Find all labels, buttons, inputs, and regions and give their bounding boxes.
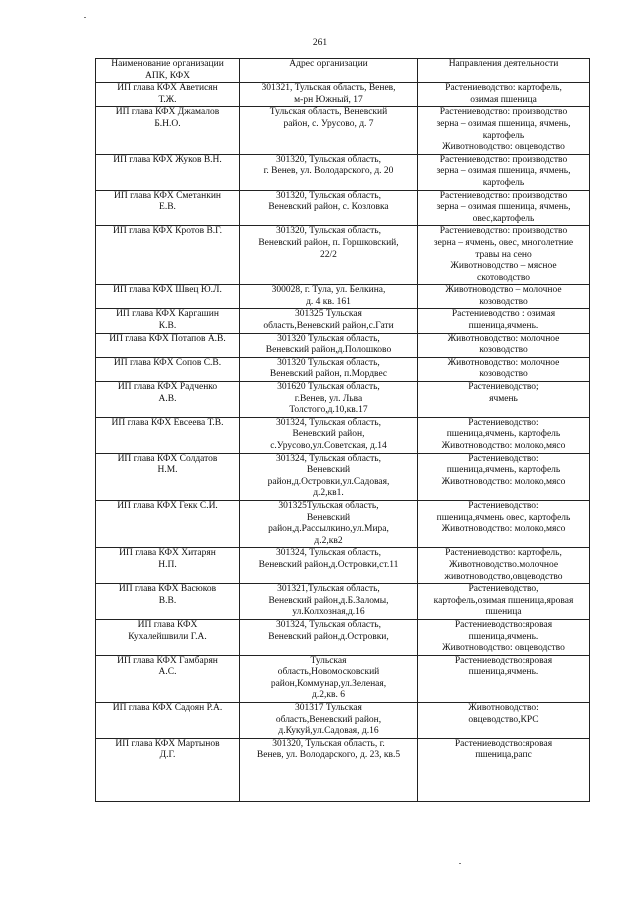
organization-address-cell: 301320, Тульская область, Веневский район, п. Горшковский, 22/2 [240,226,418,285]
activity-cell: Растениеводство: картофель, Животноводство.молочное животноводство,овцеводство [418,548,590,584]
activity-cell: Животноводство: молочное козоводство [418,333,590,357]
activity-cell: Растениеводство: производство зерна – ячмень, овес, многолетние травы на сено Животноводство – мясное скотоводство [418,226,590,285]
organization-address-cell: 301324, Тульская область, Веневский район,д.Островки,ул.Садовая, д.2,кв1. [240,453,418,500]
table-row [96,584,590,620]
organization-name-cell: ИП глава КФХ Сопов С.В. [96,357,240,381]
organization-name-cell: ИП глава КФХ Евсеева Т.В. [96,417,240,453]
activity-cell: Растениеводство, картофель,озимая пшеница,яровая пшеница [418,584,590,620]
activity-cell: Растениеводство: пшеница,ячмень, картофель Животноводство: молоко,мясо [418,417,590,453]
activity-cell: Растениеводство:яровая пшеница,ячмень. [418,655,590,702]
table-row [96,703,590,739]
table-row [96,417,590,453]
table-row [96,309,590,333]
activity-cell: Животноводство: овцеводство,КРС [418,703,590,739]
organization-address-cell: 301321, Тульская область, Венев, м-рн Южный, 17 [240,83,418,107]
organization-address-cell: 301324, Тульская область, Веневский район, с.Урусово,ул.Советская, д.14 [240,417,418,453]
activity-cell: Растениеводство:яровая пшеница,ячмень. Животноводство: овцеводство [418,619,590,655]
table-row [96,190,590,226]
organization-address-cell: 301320, Тульская область, г. Венев, ул. Володарского, д. 20 [240,154,418,190]
activity-cell: Растениеводство; ячмень [418,382,590,418]
activity-cell: Растениеводство: производство зерна – озимая пшеница, ячмень, картофель [418,154,590,190]
scan-speck [459,863,461,864]
table-row [96,500,590,547]
organization-address-cell: 301320, Тульская область, Веневский район, с. Козловка [240,190,418,226]
scan-speck [84,17,86,18]
page-number: 261 [312,38,328,48]
activity-cell: Растениеводство : озимая пшеница,ячмень. [418,309,590,333]
organization-address-cell: 301324, Тульская область, Веневский район,д.Островки, [240,619,418,655]
table-row [96,285,590,309]
organization-name-cell: ИП глава КФХ Солдатов Н.М. [96,453,240,500]
organization-name-cell: ИП глава КФХ Васюков В.В. [96,584,240,620]
table-row [96,655,590,702]
organization-address-cell: 301320 Тульская область, Веневский район,д.Полошково [240,333,418,357]
organization-address-cell: 301324, Тульская область, Веневский район,д.Островки,ст.11 [240,548,418,584]
organization-name-cell: ИП глава КФХ Сметанкин Е.В. [96,190,240,226]
organization-name-cell: ИП глава КФХ Садоян Р.А. [96,703,240,739]
organization-address-cell: 301321,Тульская область, Веневский район,д.Б.Заломы, ул.Колхозная,д.16 [240,584,418,620]
organization-address-cell: 301317 Тульская область,Веневский район, д.Кукуй,ул.Садовая, д.16 [240,703,418,739]
organization-name-cell: ИП глава КФХ Кротов В.Г. [96,226,240,285]
table-header-row [96,59,590,83]
table-row [96,382,590,418]
header-activity: Направления деятельности [418,59,590,83]
farm-registry-table [95,58,590,802]
activity-cell: Растениеводство: производство зерна – озимая пшеница, ячмень, картофель Животноводство: овцеводство [418,107,590,154]
activity-cell: Растениеводство: пшеница,ячмень, картофель Животноводство: молоко,мясо [418,453,590,500]
organization-name-cell: ИП глава КФХ Жуков В.Н. [96,154,240,190]
organization-address-cell: 301320, Тульская область, г. Венев, ул. Володарского, д. 23, кв.5 [240,738,418,801]
organization-address-cell: Тульская область, Веневский район, с. Урусово, д. 7 [240,107,418,154]
organization-name-cell: ИП глава КФХ Гекк С.И. [96,500,240,547]
activity-cell: Растениеводство: производство зерна – озимая пшеница, ячмень, овес,картофель [418,190,590,226]
activity-cell: Растениеводство: картофель, озимая пшеница [418,83,590,107]
organization-name-cell: ИП глава КФХ Джамалов Б.Н.О. [96,107,240,154]
organization-name-cell: ИП глава КФХ Каргашин К.В. [96,309,240,333]
organization-name-cell: ИП глава КФХ Радченко А.В. [96,382,240,418]
organization-address-cell: 301320 Тульская область, Веневский район, п.Мордвес [240,357,418,381]
activity-cell: Животноводство – молочное козоводство [418,285,590,309]
organization-address-cell: 301620 Тульская область, г.Венев, ул. Льва Толстого,д.10,кв.17 [240,382,418,418]
activity-cell: Растениеводство:яровая пшеница,рапс [418,738,590,801]
table-row [96,154,590,190]
organization-address-cell: Тульская область,Новомосковский район,Коммунар,ул.Зеленая, д.2,кв. 6 [240,655,418,702]
table-row [96,619,590,655]
table-row [96,83,590,107]
activity-cell: Животноводство: молочное козоводство [418,357,590,381]
organization-name-cell: ИП глава КФХ Аветисян Т.Ж. [96,83,240,107]
header-organization-address: Адрес организации [240,59,418,83]
activity-cell: Растениеводство: пшеница,ячмень овес, картофель Животноводство: молоко,мясо [418,500,590,547]
organization-name-cell: ИП глава КФХ Потапов А.В. [96,333,240,357]
organization-address-cell: 301325Тульская область, Веневский район,д.Рассылкино,ул.Мира, д.2,кв2 [240,500,418,547]
table-row [96,333,590,357]
header-organization-name: Наименование организации АПК, КФХ [96,59,240,83]
table-row [96,548,590,584]
organization-name-cell: ИП глава КФХ Гамбарян А.С. [96,655,240,702]
organization-address-cell: 301325 Тульская область,Веневский район,с.Гати [240,309,418,333]
organization-address-cell: 300028, г. Тула, ул. Белкина, д. 4 кв. 161 [240,285,418,309]
table-row [96,357,590,381]
table-row [96,107,590,154]
organization-name-cell: ИП глава КФХ Мартынов Д.Г. [96,738,240,801]
table-row [96,738,590,801]
table-row [96,226,590,285]
organization-name-cell: ИП глава КФХ Кухалейшвили Г.А. [96,619,240,655]
organization-name-cell: ИП глава КФХ Хитарян Н.П. [96,548,240,584]
organization-name-cell: ИП глава КФХ Швец Ю.Л. [96,285,240,309]
table-row [96,453,590,500]
